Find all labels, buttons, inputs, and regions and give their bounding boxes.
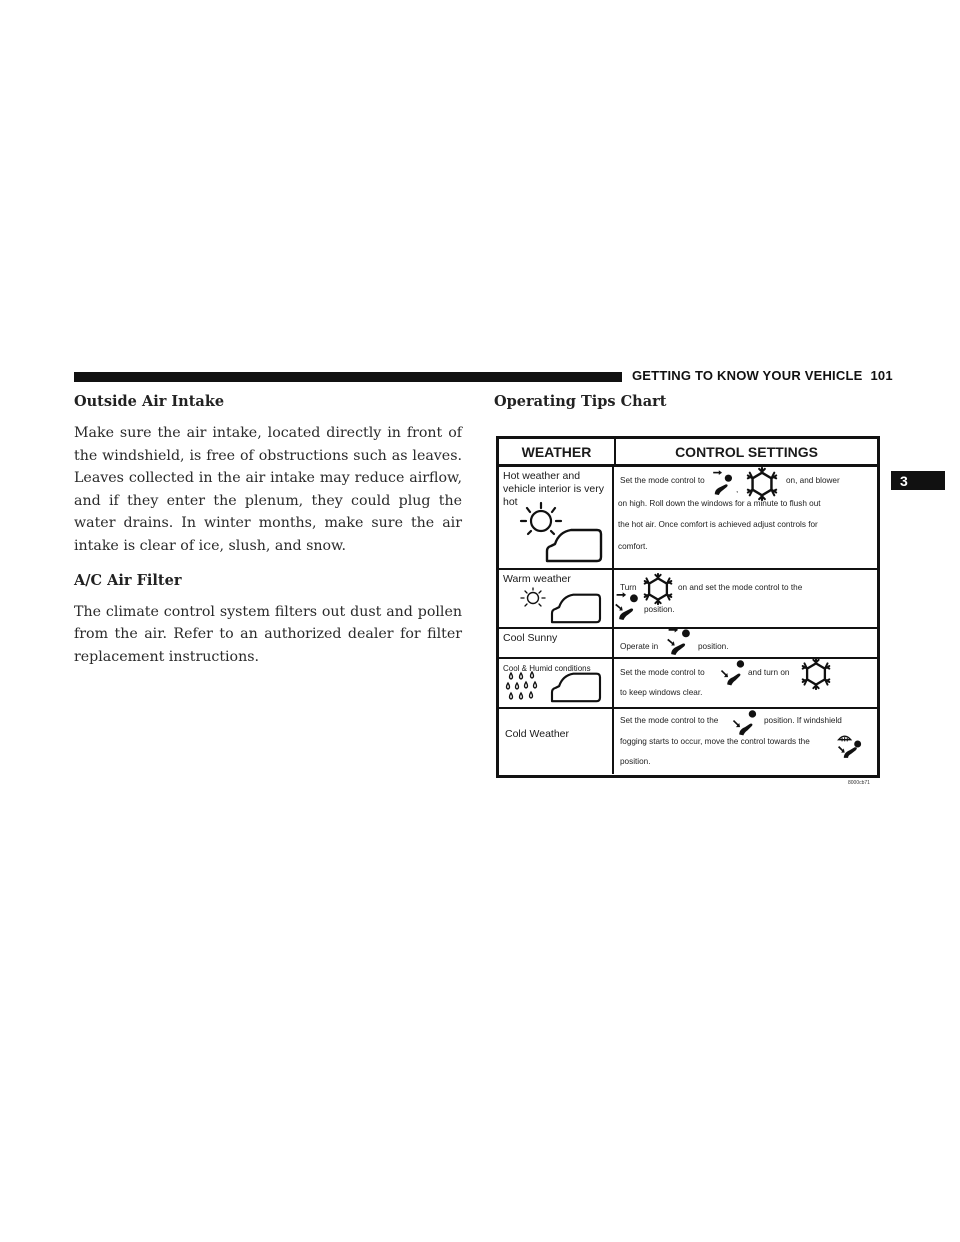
control-text: on high. Roll down the windows for a minute to flush out	[618, 499, 821, 508]
weather-cell	[499, 570, 614, 627]
chart-header-row	[499, 439, 877, 467]
control-text: Operate in	[620, 642, 659, 651]
snowflake-icon	[745, 467, 779, 501]
weather-cell	[499, 467, 614, 568]
control-text: Set the mode control to	[620, 476, 705, 485]
control-text: the hot air. Once comfort is achieved adjust controls for	[618, 520, 818, 529]
weather-label: Cool & Humid conditions	[503, 664, 591, 673]
floor-mode-icon	[732, 709, 758, 737]
image-code: 8000cb71	[848, 780, 870, 786]
windshield-icon	[543, 527, 605, 563]
control-text: fogging starts to occur, move the control towards the	[620, 737, 810, 746]
running-header	[632, 368, 893, 383]
control-text: position.	[644, 605, 675, 614]
weather-cell	[499, 629, 614, 657]
weather-column-header: WEATHER	[499, 439, 616, 464]
chart-row-warm	[499, 570, 877, 629]
operating-tips-chart	[496, 436, 880, 778]
weather-label: Cold Weather	[505, 728, 570, 740]
control-text: Turn	[620, 583, 637, 592]
defrost-floor-mode-icon	[836, 729, 862, 759]
chart-heading: Operating Tips Chart	[494, 393, 667, 410]
bilevel-mode-icon	[614, 592, 640, 622]
chart-row-cool-sunny	[499, 629, 877, 659]
control-text: position.	[698, 642, 729, 651]
left-column	[74, 393, 462, 668]
ac-filter-body: The climate control system filters out dust and pollen from the air. Refer to an authorized dealer for filter replacement instructions.	[74, 603, 462, 665]
weather-cell	[499, 659, 614, 707]
weather-label: Cool Sunny	[503, 632, 558, 644]
outside-air-heading: Outside Air Intake	[74, 393, 225, 410]
ac-filter-heading: A/C Air Filter	[74, 571, 182, 589]
floor-mode-icon	[720, 659, 746, 687]
control-text: Set the mode control to the	[620, 716, 719, 725]
snowflake-icon	[800, 658, 832, 690]
control-text: position.	[620, 757, 651, 766]
sun-icon	[519, 586, 547, 612]
control-text: on and set the mode control to the	[678, 583, 803, 592]
control-settings-column-header: CONTROL SETTINGS	[675, 443, 818, 460]
chart-row-cold	[499, 709, 877, 774]
outside-air-body: Make sure the air intake, located directly in front of the windshield, is free of obstructions such as leaves. Leaves collected in the air intake may reduce airflow, and if they enter the plenum, they could plug the water drains. In winter months, make sure the air intake is clear of ice, slush, and snow.	[74, 425, 462, 554]
bilevel-mode-icon	[666, 627, 692, 657]
control-text: position. If windshield	[764, 716, 842, 725]
chart-row-cool-humid	[499, 659, 877, 709]
control-cell	[614, 709, 877, 774]
chart-row-hot	[499, 467, 877, 570]
control-cell	[614, 570, 877, 627]
section-title: GETTING TO KNOW YOUR VEHICLE	[632, 368, 863, 383]
control-cell	[614, 629, 877, 657]
weather-label: Warm weather	[503, 573, 571, 585]
control-text: comfort.	[618, 542, 648, 551]
weather-cell	[499, 709, 614, 774]
windshield-icon	[545, 671, 607, 703]
page-number: 101	[870, 368, 893, 383]
raindrops-icon	[505, 671, 545, 705]
panel-mode-icon	[710, 469, 734, 497]
weather-label: Hot weather and vehicle interior is very hot	[503, 470, 604, 508]
control-text: to keep windows clear.	[620, 688, 703, 697]
control-cell	[614, 467, 877, 568]
control-cell	[614, 659, 877, 707]
control-text: and turn on	[748, 668, 790, 677]
chapter-tab	[891, 471, 945, 490]
header-rule	[74, 372, 622, 382]
snowflake-icon	[642, 573, 674, 605]
control-text: on, and blower	[786, 476, 840, 485]
windshield-icon	[545, 592, 607, 624]
control-text: Set the mode control to	[620, 668, 705, 677]
chapter-number: 3	[900, 472, 908, 489]
control-text: ,	[736, 485, 739, 494]
